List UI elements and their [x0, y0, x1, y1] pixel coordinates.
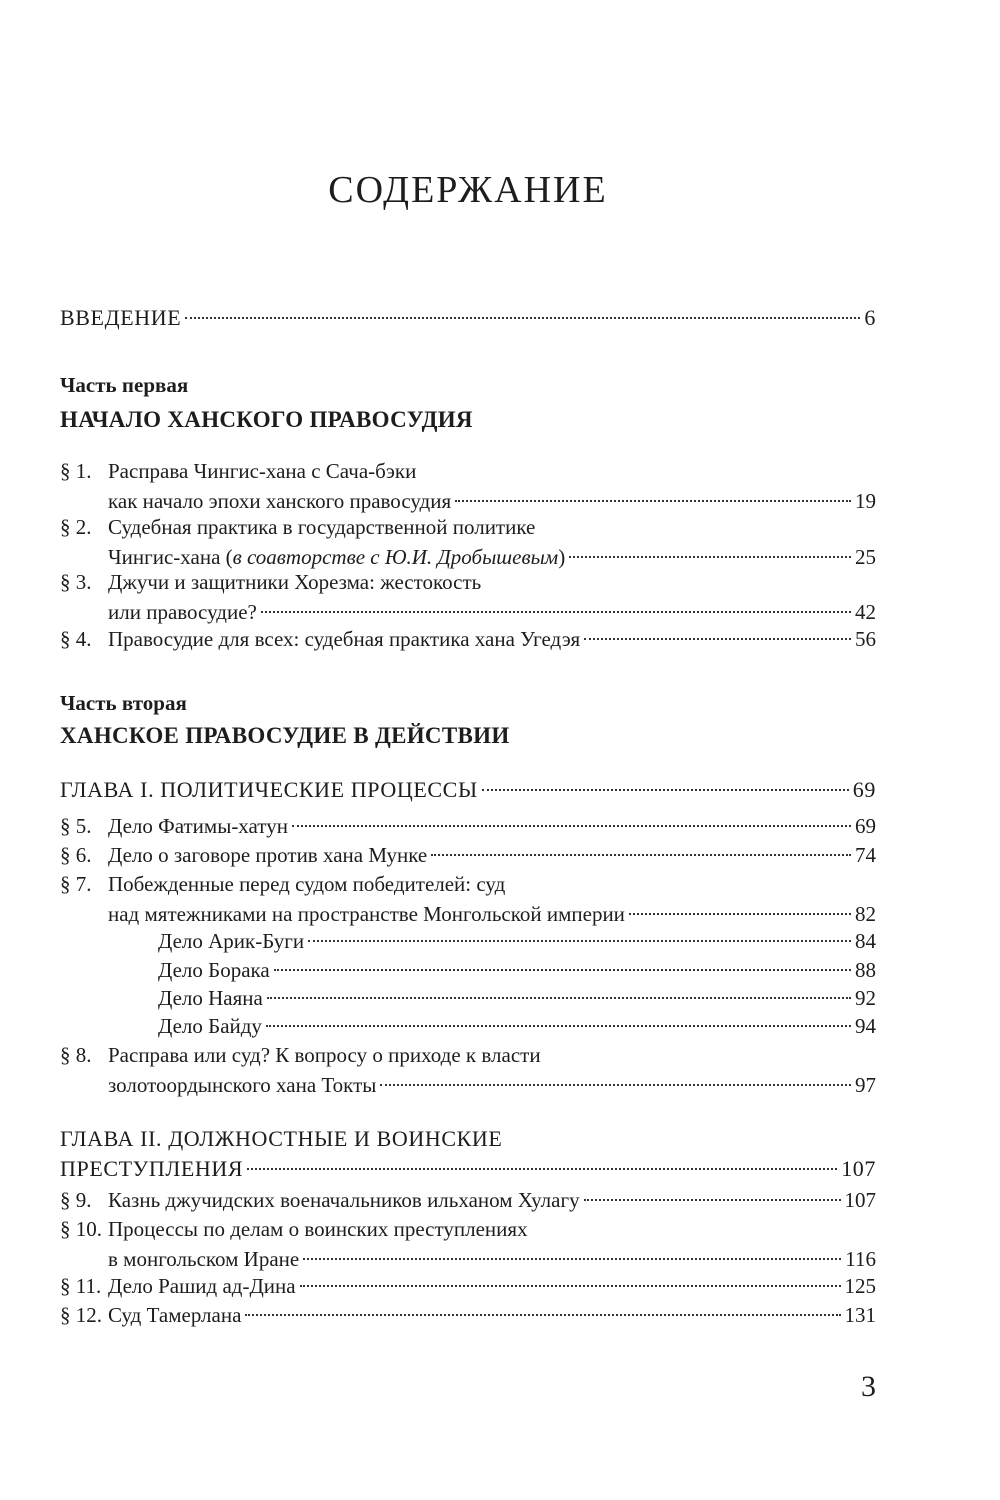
entry-text: Дело Рашид ад-Дина [108, 1274, 296, 1298]
entry-text: Казнь джучидских военачальников ильханом Хулагу [108, 1188, 580, 1212]
case-label: Дело Арик-Буги [158, 929, 305, 953]
part-title: ХАНСКОЕ ПРАВОСУДИЕ В ДЕЙСТВИИ [60, 723, 510, 748]
entry-text: Дело Фатимы-хатун [108, 814, 288, 838]
part-title: НАЧАЛО ХАНСКОГО ПРАВОСУДИЯ [60, 407, 473, 432]
toc-entry-2[interactable] [60, 512, 876, 572]
entry-page: 97 [855, 1073, 876, 1097]
section-number: § 2. [60, 515, 92, 539]
entry-text: Джучи и защитники Хорезма: жестокость [108, 570, 482, 594]
toc-entry-9[interactable] [60, 1185, 876, 1215]
toc-entry-11[interactable] [60, 1271, 876, 1301]
section-number: § 8. [60, 1043, 92, 1067]
page-number: 3 [861, 1370, 876, 1403]
case-label: Дело Борака [158, 958, 270, 982]
section-number: § 1. [60, 459, 92, 483]
entry-page: 6 [864, 305, 876, 330]
entry-page: 131 [844, 1303, 876, 1327]
toc-chapter-2[interactable] [60, 1124, 876, 1184]
toc-entry-intro[interactable] [60, 303, 876, 333]
section-number: § 6. [60, 843, 92, 867]
toc-entry-5[interactable] [60, 811, 876, 841]
leader-dots [455, 500, 851, 502]
leader-dots [274, 969, 851, 971]
entry-text: Дело о заговоре против хана Мунке [108, 843, 428, 867]
leader-dots [629, 913, 851, 915]
entry-page: 42 [855, 600, 876, 624]
entry-page: 92 [855, 986, 876, 1010]
entry-label: ВВЕДЕНИЕ [60, 305, 182, 330]
chapter-label-cont: ПРЕСТУПЛЕНИЯ [60, 1156, 244, 1181]
toc-entry-10[interactable] [60, 1214, 876, 1274]
entry-text-part: Чингис-хана ( [108, 545, 233, 569]
entry-page: 25 [855, 545, 876, 569]
toc-entry-8[interactable] [60, 1040, 876, 1100]
section-number: § 4. [60, 627, 92, 651]
toc-case-3[interactable] [60, 983, 876, 1013]
entry-text-part: ) [558, 545, 566, 569]
toc-entry-1[interactable] [60, 456, 876, 516]
toc-case-4[interactable] [60, 1011, 876, 1041]
toc-entry-12[interactable] [60, 1300, 876, 1330]
section-number: § 10. [60, 1217, 102, 1241]
toc-entry-6[interactable] [60, 840, 876, 870]
entry-text-cont: как начало эпохи ханского правосудия [108, 489, 452, 513]
leader-dots [303, 1258, 841, 1260]
entry-text-cont: над мятежниками на пространстве Монгольской империи [108, 902, 625, 926]
leader-dots [380, 1084, 851, 1086]
entry-text: Правосудие для всех: судебная практика хана Угедэя [108, 627, 581, 651]
leader-dots [482, 789, 849, 791]
part-label: Часть вторая [60, 691, 187, 715]
entry-text-cont: золотоордынского хана Токты [108, 1073, 377, 1097]
leader-dots [569, 556, 851, 558]
toc-page [60, 0, 876, 1500]
entry-page: 125 [844, 1274, 876, 1298]
entry-text: Расправа или суд? К вопросу о приходе к власти [108, 1043, 541, 1067]
toc-entry-3[interactable] [60, 567, 876, 627]
leader-dots [308, 940, 851, 942]
entry-page: 56 [855, 627, 876, 651]
entry-page: 82 [855, 902, 876, 926]
chapter-label: ГЛАВА II. ДОЛЖНОСТНЫЕ И ВОИНСКИЕ [60, 1126, 503, 1151]
leader-dots [584, 638, 851, 640]
chapter-label: ГЛАВА I. ПОЛИТИЧЕСКИЕ ПРОЦЕССЫ [60, 777, 478, 802]
leader-dots [261, 611, 851, 613]
section-number: § 9. [60, 1188, 92, 1212]
part-label: Часть первая [60, 373, 189, 397]
toc-case-1[interactable] [60, 926, 876, 956]
toc-entry-4[interactable] [60, 624, 876, 654]
case-label: Дело Байду [158, 1014, 262, 1038]
entry-text: Расправа Чингис-хана с Сача-бэки [108, 459, 417, 483]
entry-page: 84 [855, 929, 876, 953]
toc-chapter-1[interactable] [60, 775, 876, 805]
entry-text: Побежденные перед судом победителей: суд [108, 872, 506, 896]
entry-text: Суд Тамерлана [108, 1303, 242, 1327]
toc-case-2[interactable] [60, 955, 876, 985]
section-number: § 5. [60, 814, 92, 838]
page-title: СОДЕРЖАНИЕ [328, 169, 608, 211]
section-number: § 7. [60, 872, 92, 896]
entry-page: 74 [855, 843, 876, 867]
case-label: Дело Наяна [158, 986, 263, 1010]
leader-dots [185, 317, 860, 319]
entry-page: 94 [855, 1014, 876, 1038]
entry-page: 88 [855, 958, 876, 982]
section-number: § 11. [60, 1274, 102, 1298]
leader-dots [266, 1025, 851, 1027]
entry-page: 107 [841, 1156, 876, 1181]
leader-dots [245, 1314, 840, 1316]
entry-text-cont: или правосудие? [108, 600, 257, 624]
entry-page: 116 [845, 1247, 876, 1271]
leader-dots [247, 1168, 837, 1170]
entry-page: 107 [844, 1188, 876, 1212]
section-number: § 12. [60, 1303, 102, 1327]
section-number: § 3. [60, 570, 92, 594]
entry-text-cont: в монгольском Иране [108, 1247, 300, 1271]
leader-dots [300, 1285, 841, 1287]
leader-dots [584, 1199, 841, 1201]
entry-page: 69 [852, 777, 876, 802]
entry-page: 19 [855, 489, 876, 513]
leader-dots [267, 997, 851, 999]
leader-dots [292, 825, 851, 827]
entry-page: 69 [855, 814, 876, 838]
leader-dots [431, 854, 851, 856]
coauthor-note: в соавторстве с Ю.И. Дробышевым [232, 545, 559, 569]
entry-text: Процессы по делам о воинских преступлениях [108, 1217, 528, 1241]
entry-text: Судебная практика в государственной политике [108, 515, 536, 539]
toc-entry-7[interactable] [60, 869, 876, 929]
